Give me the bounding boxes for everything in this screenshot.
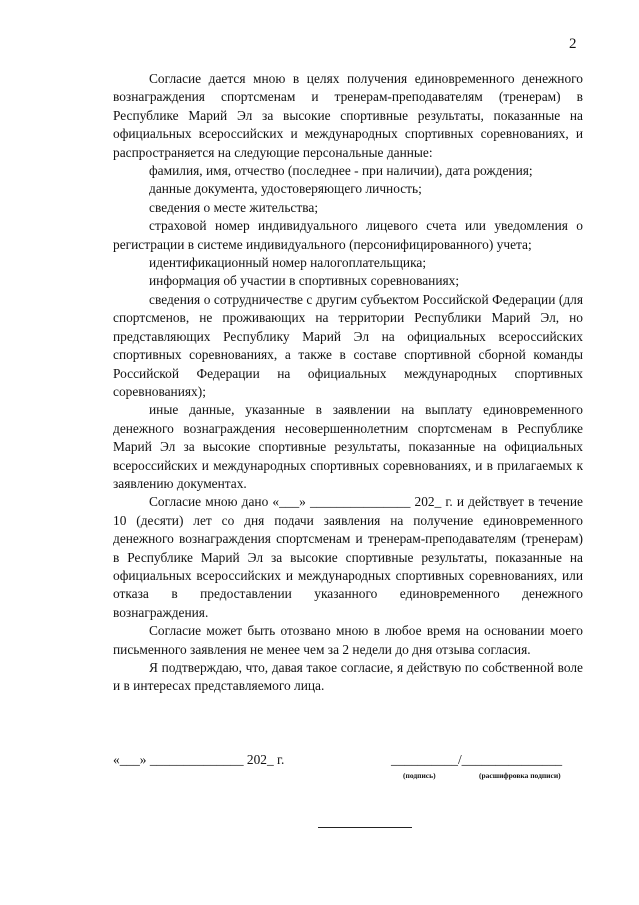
- list-item-name: фамилия, имя, отчество (последнее - при наличии), дата рождения;: [149, 163, 533, 179]
- caption-decoding: (расшифровка подписи): [479, 771, 561, 780]
- list-item-other-data: иные данные, указанные в заявлении на выплату единовременного денежного вознаграждения несовершеннолетним спортсменам в Республике Марий Эл за высокие спортивные результаты, показанные на официальных всероссийских и международных спортивных соревнованиях, и в прилагаемых к заявлению документах.: [113, 402, 583, 491]
- signature-field: __________/_______________: [391, 752, 563, 767]
- signature-row: [113, 752, 583, 792]
- consent-text: [113, 70, 583, 696]
- list-item-cooperation: сведения о сотрудничестве с другим субъектом Российской Федерации (для спортсменов, не проживающих на территории Республики Марий Эл, но представляющих Республику Марий Эл на официальных всероссийских спортивных соревнованиях, а также в составе спортивной сборной команды Российской Федерации на официальных международных спортивных соревнованиях);: [113, 291, 583, 399]
- list-item-insurance-number: страховой номер индивидуального лицевого счета или уведомления о регистрации в системе индивидуального (персонифицированного) учета;: [113, 218, 583, 252]
- list-item-competitions: информация об участии в спортивных соревнованиях;: [149, 273, 460, 289]
- footer-divider: [318, 827, 412, 828]
- list-item-tax-id: идентификационный номер налогоплательщика;: [149, 255, 427, 271]
- date-field: «___» ______________ 202_ г.: [113, 752, 285, 767]
- paragraph-revocation: Согласие может быть отозвано мною в любое время на основании моего письменного заявления не менее чем за 2 недели до дня отзыва согласия.: [113, 623, 583, 657]
- paragraph-intro: Согласие дается мною в целях получения единовременного денежного вознаграждения спортсменам и тренерам-преподавателям (тренерам) в Республике Марий Эл за высокие спортивные результаты, показанные на официальных всероссийских и международных спортивных соревнованиях, и распространяется на следующие персональные данные:: [113, 71, 583, 160]
- list-item-residence: сведения о месте жительства;: [149, 199, 319, 215]
- list-item-id-document: данные документа, удостоверяющего личность;: [149, 181, 422, 197]
- paragraph-confirmation: Я подтверждаю, что, давая такое согласие, я действую по собственной воле и в интересах представляемого лица.: [113, 660, 583, 694]
- paragraph-validity: Согласие мною дано «___» _______________ 202_ г. и действует в течение 10 (десяти) лет со дня подачи заявления на получение единовременного денежного вознаграждения спортсменам и тренерам-преподавателям (тренерам) в Республике Марий Эл за высокие спортивные результаты, показанные на официальных всероссийских и международных спортивных соревнованиях, или отказа в предоставлении указанного единовременного денежного вознаграждения.: [113, 494, 583, 620]
- caption-signature: (подпись): [403, 771, 436, 780]
- page-number: 2: [569, 36, 577, 52]
